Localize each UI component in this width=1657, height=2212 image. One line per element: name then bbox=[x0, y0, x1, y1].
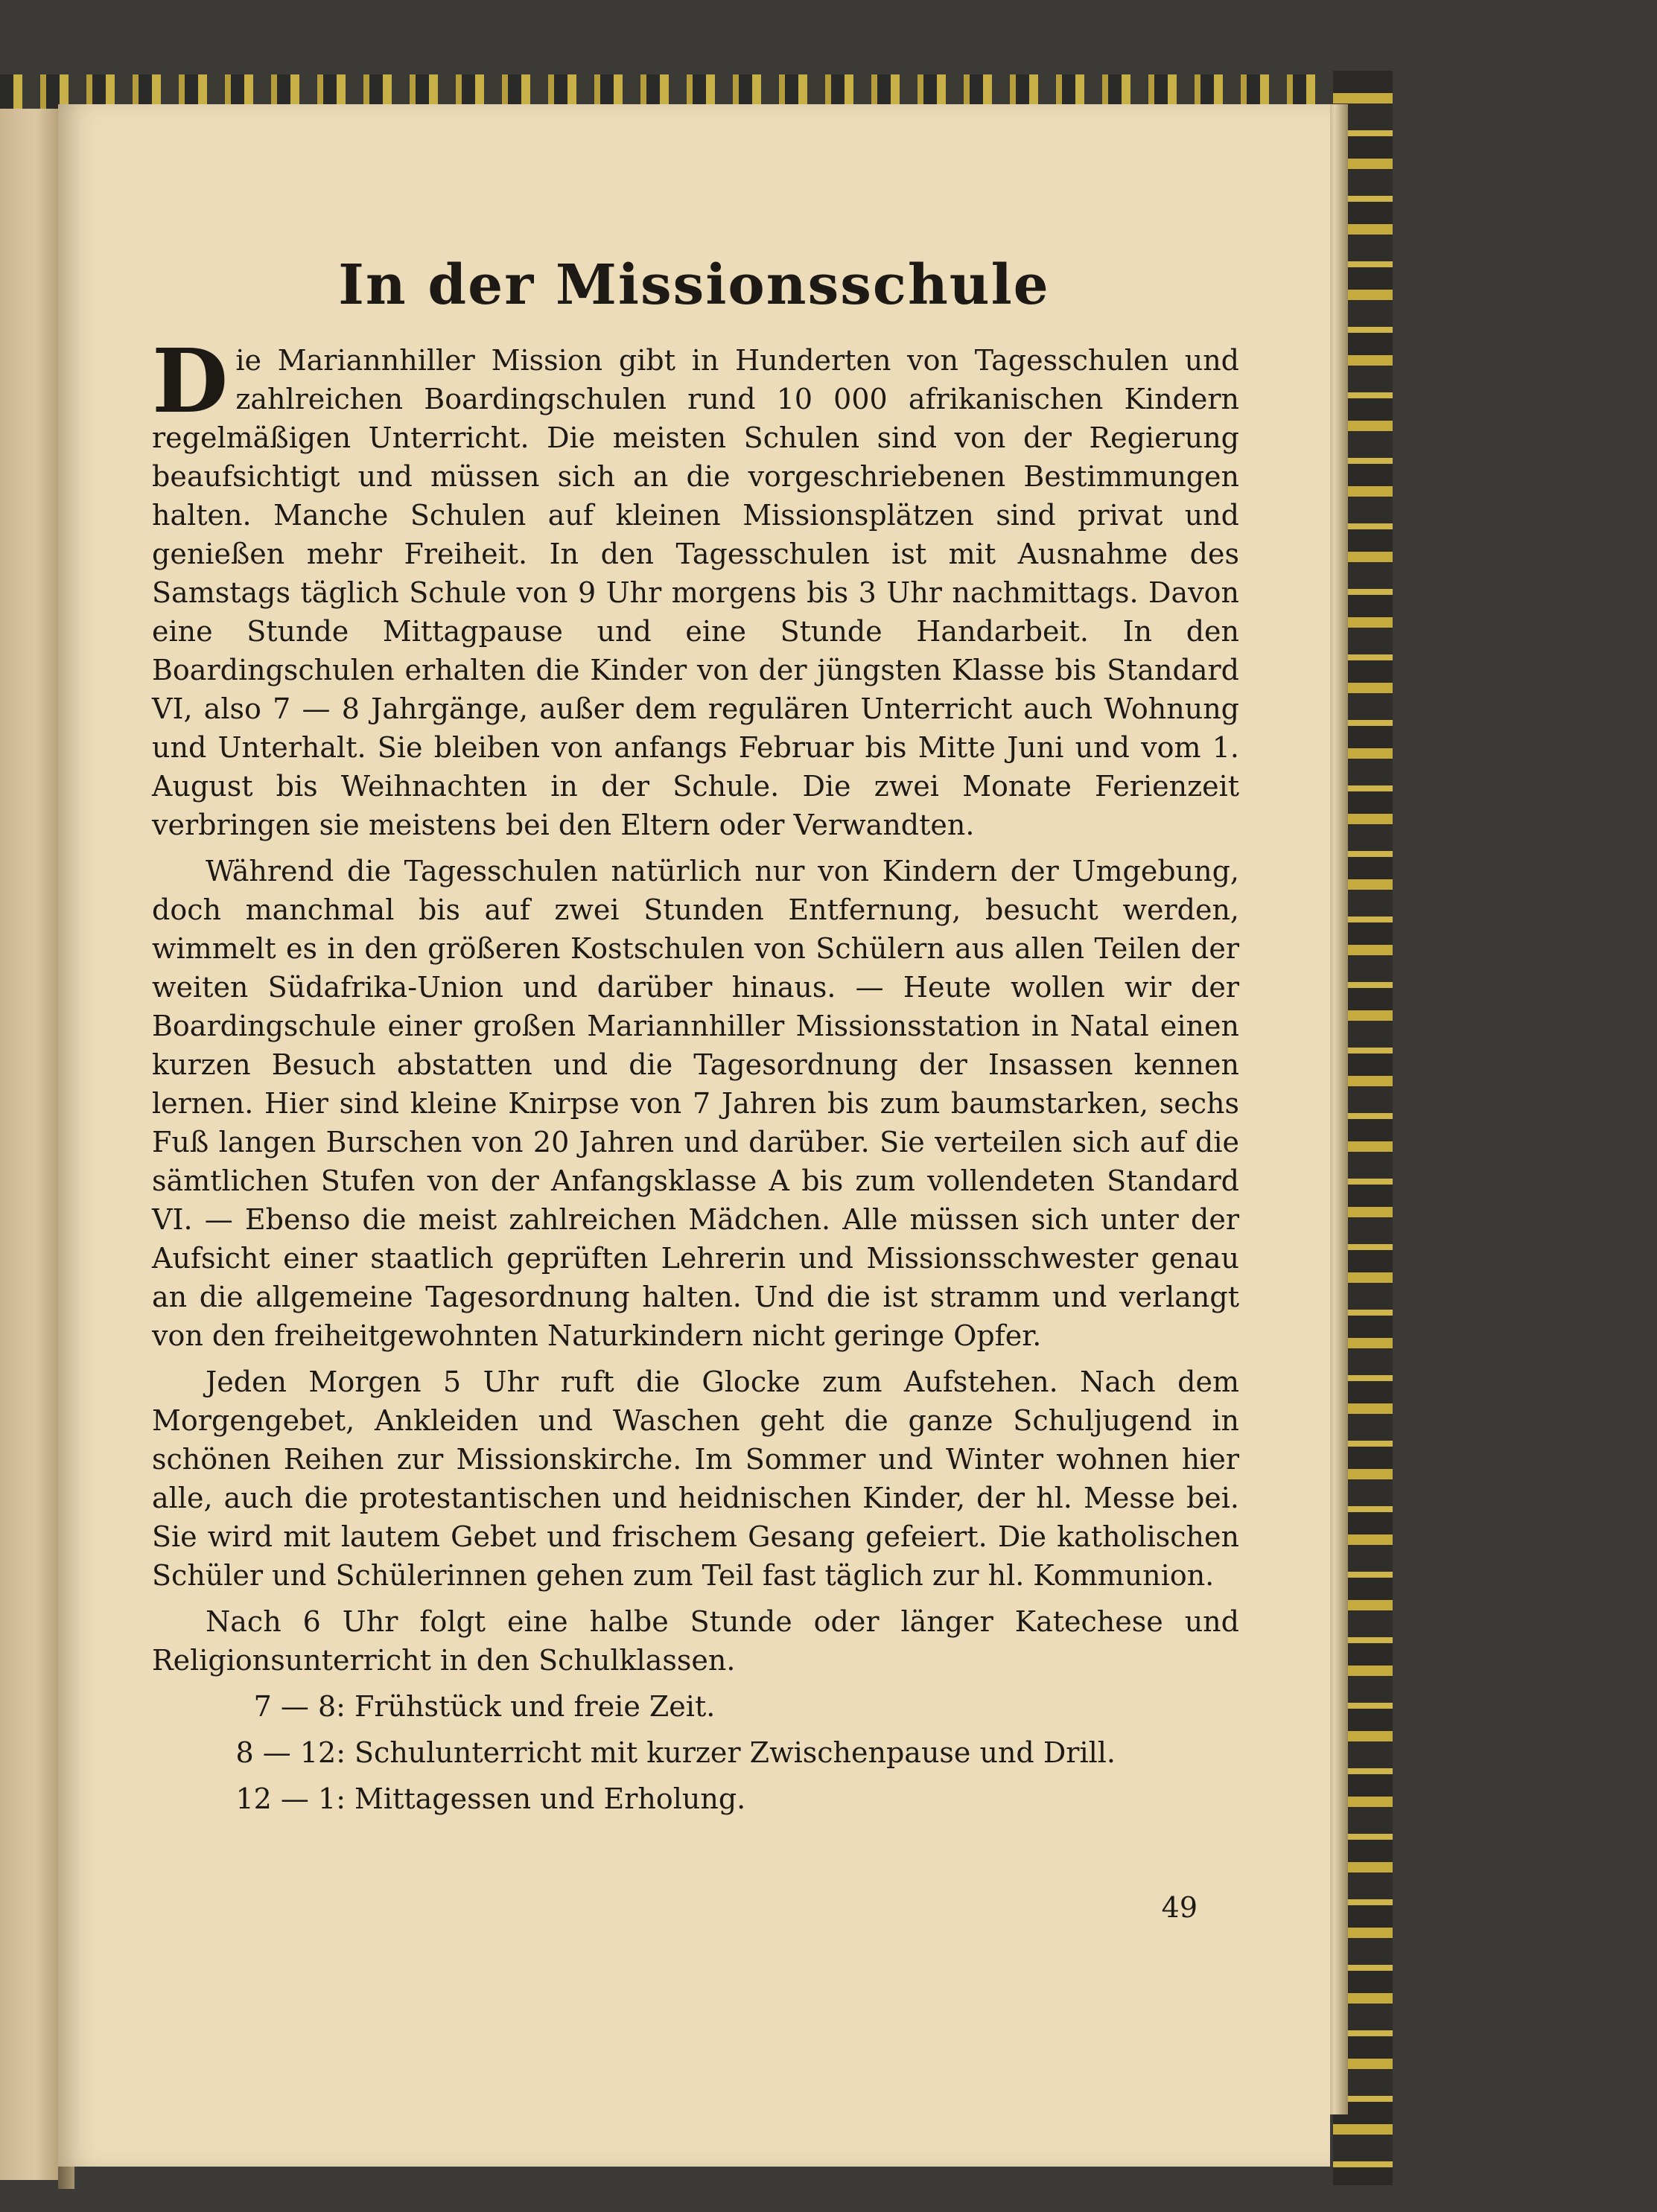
schedule-desc: Frühstück und freie Zeit. bbox=[354, 1690, 716, 1723]
schedule-desc: Schulunterricht mit kurzer Zwischenpause und Drill. bbox=[354, 1736, 1116, 1769]
schedule-time: 8 — 12: bbox=[235, 1736, 346, 1769]
paragraph-1 bbox=[152, 329, 1239, 844]
page-body bbox=[152, 329, 1239, 1826]
left-page-edge bbox=[0, 88, 58, 2180]
paragraph-1-text: ie Mariannhiller Mission gibt in Hunderten von Tagesschulen und zahlreichen Boardingschulen rund 10 000 afrikanischen Kindern regelmäßigen Unterricht. Die meisten Schulen sind von der Regierung beaufsichtigt und müssen sich an die vorgeschriebenen Bestimmungen halten. Manche Schulen auf kleinen Missionsplätzen sind privat und genießen mehr Freiheit. In den Tagesschulen ist mit Ausnahme des Samstags täglich Schule von 9 Uhr morgens bis 3 Uhr nachmittags. Davon eine Stunde Mittagpause und eine Stunde Handarbeit. In den Boardingschulen erhalten die Kinder von der jüngsten Klasse bis Standard VI, also 7 — 8 Jahrgänge, außer dem regulären Unterricht auch Wohnung und Unterhalt. Sie bleiben von anfangs Februar bis Mitte Juni und vom 1. August bis Weihnachten in der Schule. Die zwei Monate Ferienzeit verbringen sie meistens bei den Eltern oder Verwandten. bbox=[152, 344, 1239, 841]
schedule-row bbox=[152, 1779, 1239, 1818]
paragraph-4: Nach 6 Uhr folgt eine halbe Stunde oder länger Katechese und Religionsunterricht in den Schulklassen. bbox=[152, 1605, 1239, 1677]
page-number: 49 bbox=[1161, 1891, 1198, 1924]
schedule-time: 7 — 8: bbox=[253, 1690, 346, 1723]
paragraph-2: Während die Tagesschulen natürlich nur von Kindern der Umgebung, doch manchmal bis auf zwei Stunden Entfernung, besucht werden, wimmelt es in den größeren Kostschulen von Schülern aus allen Teilen der weiten Südafrika-Union und darüber hinaus. — Heute wollen wir der Boardingschule einer großen Mariannhiller Missionsstation in Natal einen kurzen Besuch abstatten und die Tagesordnung der Insassen kennen lernen. Hier sind kleine Knirpse von 7 Jahren bis zum baumstarken, sechs Fuß langen Burschen von 20 Jahren und darüber. Sie verteilen sich auf die sämtlichen Stufen von der Anfangsklasse A bis zum vollendeten Standard VI. — Ebenso die meist zahlreichen Mädchen. Alle müssen sich unter der Aufsicht einer staatlich geprüften Lehrerin und Missionsschwester genau an die allgemeine Tagesordnung halten. Und die ist stramm und verlangt von den freiheitgewohnten Naturkindern nicht geringe Opfer. bbox=[152, 855, 1239, 1352]
book-page bbox=[58, 104, 1330, 2167]
schedule-time: 12 — 1: bbox=[235, 1782, 346, 1815]
schedule-desc: Mittagessen und Erholung. bbox=[354, 1782, 746, 1815]
paragraph-3: Jeden Morgen 5 Uhr ruft die Glocke zum Aufstehen. Nach dem Morgengebet, Ankleiden und Waschen geht die ganze Schuljugend in schönen Reihen zur Missionskirche. Im Sommer und Winter wohnen hier alle, auch die protestantischen und heidnischen Kinder, der hl. Messe bei. Sie wird mit lautem Gebet und frischem Gesang gefeiert. Die katholischen Schüler und Schülerinnen gehen zum Teil fast täglich zur hl. Kommunion. bbox=[152, 1365, 1239, 1592]
page-title: In der Missionsschule bbox=[338, 253, 1050, 317]
drop-cap: D bbox=[152, 329, 229, 433]
schedule-row bbox=[152, 1687, 1239, 1726]
schedule-row bbox=[152, 1733, 1239, 1772]
